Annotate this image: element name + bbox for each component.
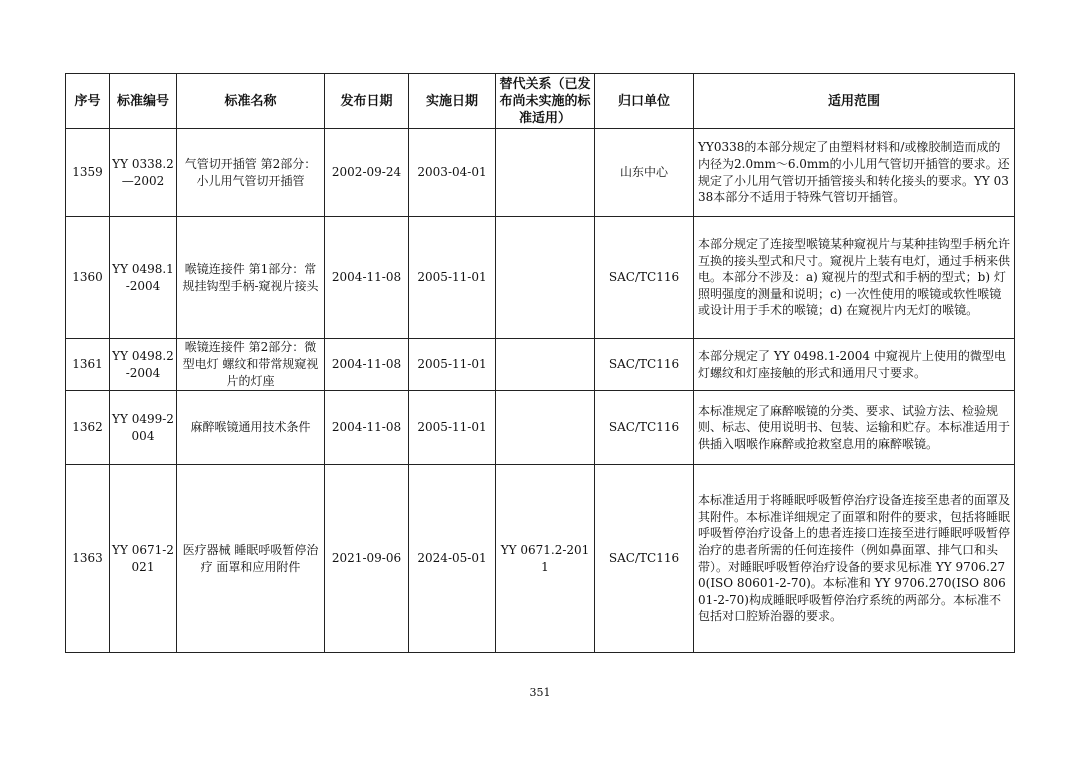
table-row (66, 129, 1015, 217)
cell-replacement (496, 391, 595, 465)
page-number: 351 (529, 686, 551, 699)
header-code: 标准编号 (110, 74, 177, 129)
cell-replacement (496, 129, 595, 217)
cell-scope: 本标准适用于将睡眠呼吸暂停治疗设备连接至患者的面罩及其附件。本标准详细规定了面罩和附件的要求，包括将睡眠呼吸暂停治疗设备上的患者连接口连接至进行睡眠呼吸暂停治疗的患者所需的任何连接件（例如鼻面罩、排气口和头带）。对睡眠呼吸暂停治疗设备的要求见标准 YY 9706.270(ISO 80601-2-70)。本标准和 YY 9706.270(ISO 80601-2-70)构成睡眠呼吸暂停治疗系统的两部分。本标准不包括对口腔矫治器的要求。 (694, 465, 1015, 653)
cell-scope: 本部分规定了连接型喉镜某种窥视片与某种挂钩型手柄允许互换的接头型式和尺寸。窥视片上装有电灯，通过手柄来供电。本部分不涉及：a) 窥视片的型式和手柄的型式；b) 灯照明强度的测量和说明；c) 一次性使用的喉镜或软性喉镜或设计用于手术的喉镜；d) 在窥视片内无灯的喉镜。 (694, 217, 1015, 339)
cell-implement-date: 2005-11-01 (409, 391, 496, 465)
table-row (66, 217, 1015, 339)
cell-code: YY 0499-2004 (110, 391, 177, 465)
cell-name: 喉镜连接件 第1部分：常规挂钩型手柄-窥视片接头 (177, 217, 325, 339)
header-implement-date: 实施日期 (409, 74, 496, 129)
cell-implement-date: 2003-04-01 (409, 129, 496, 217)
header-scope: 适用范围 (694, 74, 1015, 129)
table-row (66, 391, 1015, 465)
cell-publish-date: 2002-09-24 (325, 129, 409, 217)
table-row (66, 339, 1015, 391)
cell-unit: 山东中心 (595, 129, 694, 217)
cell-publish-date: 2004-11-08 (325, 391, 409, 465)
cell-seq: 1362 (66, 391, 110, 465)
cell-code: YY 0671-2021 (110, 465, 177, 653)
cell-name: 喉镜连接件 第2部分：微型电灯 螺纹和带常规窥视片的灯座 (177, 339, 325, 391)
table-row (66, 465, 1015, 653)
standards-table (65, 73, 1015, 653)
header-seq: 序号 (66, 74, 110, 129)
cell-scope: 本部分规定了 YY 0498.1-2004 中窥视片上使用的微型电灯螺纹和灯座接触的形式和通用尺寸要求。 (694, 339, 1015, 391)
cell-scope: 本标准规定了麻醉喉镜的分类、要求、试验方法、检验规则、标志、使用说明书、包装、运输和贮存。本标准适用于供插入咽喉作麻醉或抢救窒息用的麻醉喉镜。 (694, 391, 1015, 465)
cell-code: YY 0498.2-2004 (110, 339, 177, 391)
cell-seq: 1363 (66, 465, 110, 653)
header-unit: 归口单位 (595, 74, 694, 129)
cell-publish-date: 2004-11-08 (325, 217, 409, 339)
header-publish-date: 发布日期 (325, 74, 409, 129)
cell-code: YY 0498.1-2004 (110, 217, 177, 339)
cell-seq: 1361 (66, 339, 110, 391)
cell-replacement (496, 339, 595, 391)
cell-implement-date: 2005-11-01 (409, 217, 496, 339)
cell-seq: 1360 (66, 217, 110, 339)
header-name: 标准名称 (177, 74, 325, 129)
cell-publish-date: 2021-09-06 (325, 465, 409, 653)
cell-replacement (496, 217, 595, 339)
cell-replacement: YY 0671.2-2011 (496, 465, 595, 653)
cell-implement-date: 2005-11-01 (409, 339, 496, 391)
header-row (66, 74, 1015, 129)
cell-code: YY 0338.2—2002 (110, 129, 177, 217)
cell-publish-date: 2004-11-08 (325, 339, 409, 391)
cell-scope: YY0338的本部分规定了由塑料材料和/或橡胶制造而成的内径为2.0mm～6.0mm的小儿用气管切开插管的要求。还规定了小儿用气管切开插管接头和转化接头的要求。YY 0338本部分不适用于特殊气管切开插管。 (694, 129, 1015, 217)
cell-name: 麻醉喉镜通用技术条件 (177, 391, 325, 465)
cell-name: 气管切开插管 第2部分：小儿用气管切开插管 (177, 129, 325, 217)
cell-unit: SAC/TC116 (595, 391, 694, 465)
cell-implement-date: 2024-05-01 (409, 465, 496, 653)
cell-unit: SAC/TC116 (595, 339, 694, 391)
cell-name: 医疗器械 睡眠呼吸暂停治疗 面罩和应用附件 (177, 465, 325, 653)
cell-unit: SAC/TC116 (595, 217, 694, 339)
header-replacement: 替代关系（已发布尚未实施的标准适用） (496, 74, 595, 129)
cell-seq: 1359 (66, 129, 110, 217)
cell-unit: SAC/TC116 (595, 465, 694, 653)
